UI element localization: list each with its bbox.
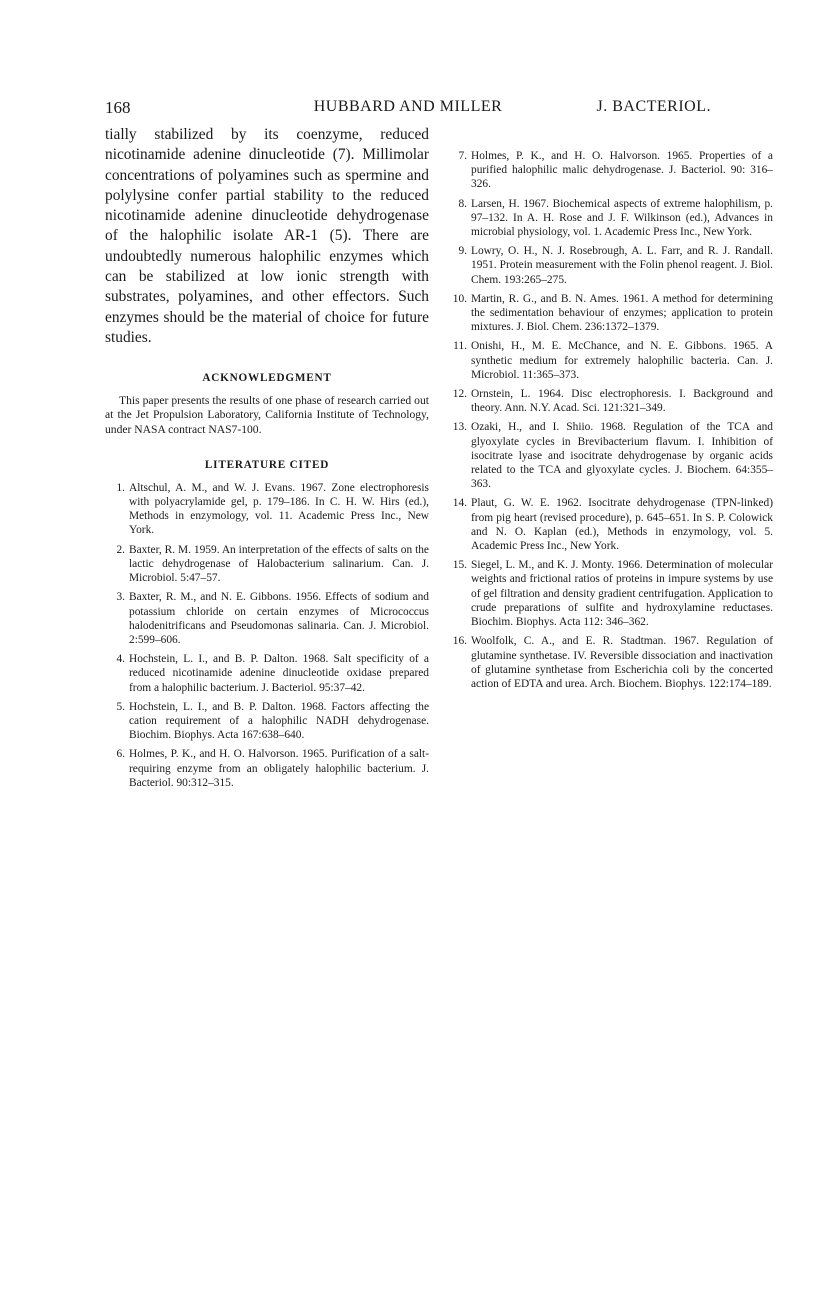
reference-item: 9 . Lowry, O. H., N. J. Rosebrough, A. L. Farr, and R. J. Randall. 1951. Protein measurement with the Folin phenol reagent. J. Biol. Chem. 193:265–275.: [449, 244, 773, 287]
acknowledgment-text: This paper presents the results of one phase of research carried out at the Jet Propulsion Laboratory, California Institute of Technology, under NASA contract NAS7-100.: [105, 394, 429, 436]
reference-item: 6 . Holmes, P. K., and H. O. Halvorson. 1965. Purification of a salt-requiring enzyme from an obligately halophilic bacterium. J. Bacteriol. 90:312–315.: [105, 747, 429, 790]
reference-item: 5 . Hochstein, L. I., and B. P. Dalton. 1968. Factors affecting the cation requirement of a halophilic NADH dehydrogenase. Biochim. Biophys. Acta 167:638–640.: [105, 700, 429, 743]
reference-item: 13 . Ozaki, H., and I. Shiio. 1968. Regulation of the TCA and glyoxylate cycles in Brevibacterium flavum. I. Inhibition of isocitrate lyase and isocitrate dehydrogenase by organic acids related to the TCA and glyoxylate cycles. J. Biochem. 64:355–363.: [449, 420, 773, 491]
reference-item: 1 . Altschul, A. M., and W. J. Evans. 1967. Zone electrophoresis with polyacrylamide gel, p. 179–186. In C. H. W. Hirs (ed.), Methods in enzymology, vol. 11. Academic Press Inc., New York.: [105, 481, 429, 538]
acknowledgment-heading: ACKNOWLEDGMENT: [202, 372, 332, 385]
reference-item: 8 . Larsen, H. 1967. Biochemical aspects of extreme halophilism, p. 97–132. In A. H. Rose and J. F. Wilkinson (ed.), Advances in microbial physiology, vol. 1. Academic Press Inc., New York.: [449, 197, 773, 240]
reference-item: 7 . Holmes, P. K., and H. O. Halvorson. 1965. Properties of a purified halophilic malic dehydrogenase. J. Bacteriol. 90: 316–326.: [449, 149, 773, 192]
running-title: HUBBARD AND MILLER: [313, 98, 503, 115]
right-column: [449, 125, 773, 691]
body-paragraph: tially stabilized by its coenzyme, reduced nicotinamide adenine dinucleotide (7). Millimolar concentrations of polyamines such as spermine and polylysine confer partial stability to the reduced nicotinamide adenine dinucleotide dehydrogenase of the halophilic isolate AR-1 (5). There are undoubtedly numerous halophilic enzymes which can be stabilized at low ionic strength with substrates, polyamines, and other effectors. Such enzymes should be the material of choice for future studies.: [105, 126, 429, 346]
reference-item: 11 . Onishi, H., M. E. McChance, and N. E. Gibbons. 1965. A synthetic medium for extremely halophilic bacteria. Can. J. Microbiol. 11:365–373.: [449, 339, 773, 382]
reference-list-left: [105, 481, 429, 790]
journal-name: J. BACTERIOL.: [596, 98, 711, 115]
reference-item: 14 . Plaut, G. W. E. 1962. Isocitrate dehydrogenase (TPN-linked) from pig heart (revised procedure), p. 645–651. In S. P. Colowick and N. O. Kaplan (ed.), Methods in enzymology, vol. 5. Academic Press Inc., New York.: [449, 496, 773, 553]
page-header: [0, 98, 816, 122]
reference-item: 2 . Baxter, R. M. 1959. An interpretation of the effects of salts on the lactic dehydrogenase of Halobacterium salinarium. Can. J. Microbiol. 5:47–57.: [105, 543, 429, 586]
reference-item: 12 . Ornstein, L. 1964. Disc electrophoresis. I. Background and theory. Ann. N.Y. Acad. Sci. 121:321–349.: [449, 387, 773, 415]
left-column: [105, 125, 429, 790]
reference-item: 16 . Woolfolk, C. A., and E. R. Stadtman. 1967. Regulation of glutamine synthetase. IV. Reversible dissociation and inactivation of glutamine synthetase from Escherichia coli by the concerted action of EDTA and urea. Arch. Biochem. Biophys. 122:174–189.: [449, 634, 773, 691]
reference-item: 4 . Hochstein, L. I., and B. P. Dalton. 1968. Salt specificity of a reduced nicotinamide adenine dinucleotide oxidase prepared from a halophilic bacterium. J. Bacteriol. 95:37–42.: [105, 652, 429, 695]
reference-item: 10 . Martin, R. G., and B. N. Ames. 1961. A method for determining the sedimentation behaviour of enzymes; application to protein mixtures. J. Biol. Chem. 236:1372–1379.: [449, 292, 773, 335]
reference-list-right: [449, 125, 773, 691]
page-number: 168: [105, 98, 131, 117]
reference-item: 3 . Baxter, R. M., and N. E. Gibbons. 1956. Effects of sodium and potassium chloride on certain enzymes of Micrococcus halodenitrificans and Pseudomonas salinaria. Can. J. Microbiol. 2:599–606.: [105, 590, 429, 647]
reference-item: 15 . Siegel, L. M., and K. J. Monty. 1966. Determination of molecular weights and frictional ratios of proteins in impure systems by use of gel filtration and density gradient centrifugation. Application to crude preparations of sulfite and hydroxylamine reductases. Biochim. Biophys. Acta 112: 346–362.: [449, 558, 773, 629]
literature-heading: LITERATURE CITED: [204, 458, 330, 471]
